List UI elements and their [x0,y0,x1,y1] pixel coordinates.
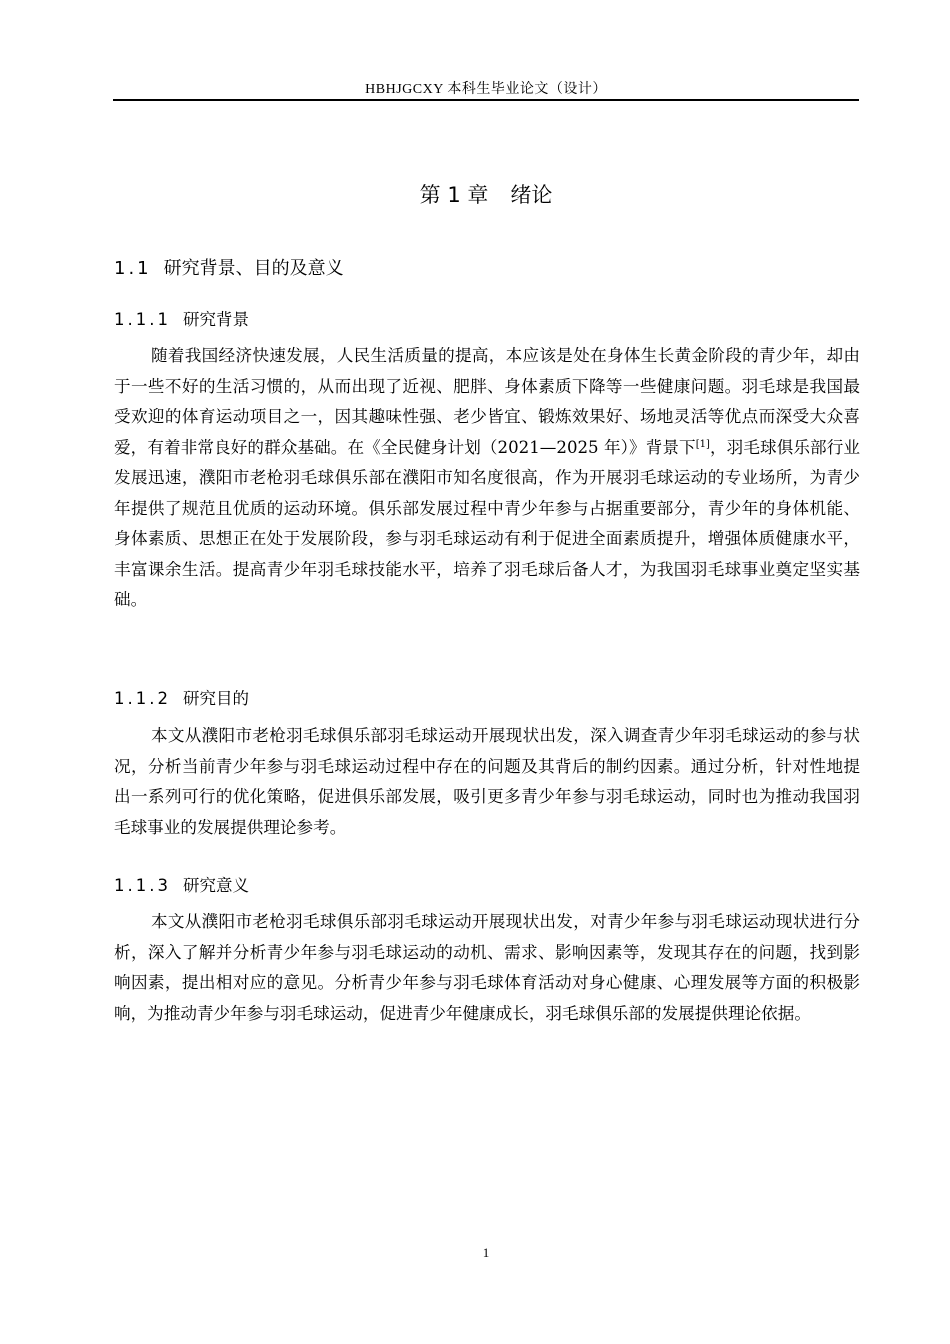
subsection-title: 研究目的 [182,689,249,708]
section-heading [114,254,344,280]
paragraph-purpose: 本文从濮阳市老枪羽毛球俱乐部羽毛球运动开展现状出发，深入调查青少年羽毛球运动的参与状况，分析当前青少年参与羽毛球运动过程中存在的问题及其背后的制约因素。通过分析，针对性地提出一系列可行的优化策略，促进俱乐部发展，吸引更多青少年参与羽毛球运动，同时也为推动我国羽毛球事业的发展提供理论参考。 [114,726,860,837]
subsection-heading-background [114,306,249,330]
subsection-number: 1.1.2 [114,689,171,708]
page-number: 1 [482,1245,490,1260]
subsection-heading-significance [114,872,249,896]
chapter-heading [113,179,859,209]
subsection-number: 1.1.1 [114,310,171,329]
section-title: 研究背景、目的及意义 [163,258,344,279]
paragraph-text: ，羽毛球俱乐部行业发展迅速，濮阳市老枪羽毛球俱乐部在濮阳市知名度很高，作为开展羽毛球运动的专业场所，为青少年提供了规范且优质的运动环境。俱乐部发展过程中青少年参与占据重要部分，青少年的身体机能、身体素质、思想正在处于发展阶段，参与羽毛球运动有利于促进全面素质提升，增强体质健康水平，丰富课余生活。提高青少年羽毛球技能水平，培养了羽毛球后备人才，为我国羽毛球事业奠定坚实基础。 [114,437,860,609]
paragraph-background [114,341,860,616]
chapter-number: 第 1 章 [419,183,489,207]
subsection-heading-purpose [114,685,249,709]
paragraph-text: 随着我国经济快速发展，人民生活质量的提高，本应该是处在身体生长黄金阶段的青少年，却由于一些不好的生活习惯的，从而出现了近视、肥胖、身体素质下降等一些健康问题。羽毛球是我国最受欢迎的体育运动项目之一，因其趣味性强、老少皆宜、锻炼效果好、场地灵活等优点而深受大众喜爱，有着非常良好的群众基础。在《全民健身计划（2021—2025 年）》背景下 [114,346,860,457]
paragraph-significance: 本文从濮阳市老枪羽毛球俱乐部羽毛球运动开展现状出发，对青少年参与羽毛球运动现状进行分析，深入了解并分析青少年参与羽毛球运动的动机、需求、影响因素等，发现其存在的问题，找到影响因素，提出相对应的意见。分析青少年参与羽毛球体育活动对身心健康、心理发展等方面的积极影响，为推动青少年参与羽毛球运动，促进青少年健康成长，羽毛球俱乐部的发展提供理论依据。 [114,912,860,1023]
subsection-title: 研究背景 [182,310,249,329]
header-rule [113,99,859,101]
section-number: 1.1 [114,258,152,279]
chapter-title: 绪论 [510,183,553,207]
page-header: HBHJGCXY 本科生毕业论文（设计） [365,82,607,97]
subsection-number: 1.1.3 [114,876,171,895]
citation-ref: [1] [695,438,710,450]
subsection-title: 研究意义 [182,876,249,895]
